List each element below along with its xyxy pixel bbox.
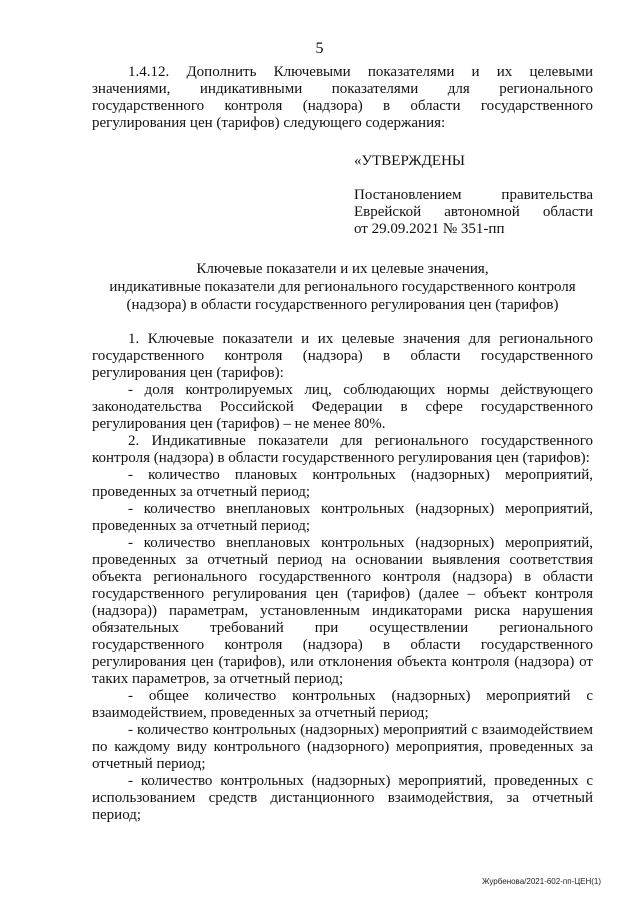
paragraph: - количество контрольных (надзорных) мероприятий с взаимодействием по каждому виду контрольного (надзорного) мероприятия, проведенных за отчетный период; bbox=[92, 722, 593, 772]
document-title bbox=[92, 260, 593, 314]
paragraph: - количество контрольных (надзорных) мероприятий, проведенных с использованием средств дистанционного взаимодействия, за отчетный период; bbox=[92, 773, 593, 823]
paragraph: - количество плановых контрольных (надзорных) мероприятий, проведенных за отчетный период; bbox=[92, 467, 593, 500]
paragraph: - количество внеплановых контрольных (надзорных) мероприятий, проведенных за отчетный период; bbox=[92, 501, 593, 534]
paragraph: - общее количество контрольных (надзорных) мероприятий с взаимодействием, проведенных за отчетный период; bbox=[92, 688, 593, 721]
title-line: (надзора) в области государственного регулирования цен (тарифов) bbox=[126, 297, 559, 313]
footer-document-code: Журбенова/2021-602-пп-ЦЕН(1) bbox=[482, 877, 601, 886]
paragraph: - количество внеплановых контрольных (надзорных) мероприятий, проведенных за отчетный период на основании выявления соответствия объекта регионального государственного контроля (надзора) в области государственного регулирования цен (тарифов) (далее – объект контроля (надзора)) параметрам, установленным индикаторами риска нарушения обязательных требований при осуществлении регионального государственного контроля (надзора) в области государственного регулирования цен (тарифов), или отклонения объекта контроля (надзора) от таких параметров, за отчетный период; bbox=[92, 535, 593, 687]
intro-paragraph: 1.4.12. Дополнить Ключевыми показателями и их целевыми значениями, индикативными показателями для регионального государственного контроля (надзора) в области государственного регулирования цен (тарифов) следующего содержания: bbox=[92, 64, 593, 131]
approval-line: от 29.09.2021 № 351-пп bbox=[354, 221, 505, 237]
paragraph: 2. Индикативные показатели для регионального государственного контроля (надзора) в области государственного регулирования цен (тарифов): bbox=[92, 433, 593, 466]
page-number: 5 bbox=[315, 40, 324, 57]
approval-line: Еврейской автономной области bbox=[354, 204, 593, 220]
paragraph: - доля контролируемых лиц, соблюдающих нормы действующего законодательства Российской Федерации в сфере государственного регулирования цен (тарифов) – не менее 80%. bbox=[92, 382, 593, 432]
document-body bbox=[92, 331, 593, 824]
approval-mark: «УТВЕРЖДЕНЫ bbox=[354, 153, 466, 169]
amendment-intro bbox=[92, 64, 593, 132]
paragraph: 1. Ключевые показатели и их целевые значения для регионального государственного контроля (надзора) в области государственного регулирования цен (тарифов): bbox=[92, 331, 593, 381]
title-line: индикативные показатели для регионального государственного контроля bbox=[109, 279, 576, 295]
approval-block bbox=[354, 187, 593, 238]
title-line: Ключевые показатели и их целевые значения, bbox=[196, 261, 489, 277]
approval-line: Постановлением правительства bbox=[354, 187, 593, 203]
